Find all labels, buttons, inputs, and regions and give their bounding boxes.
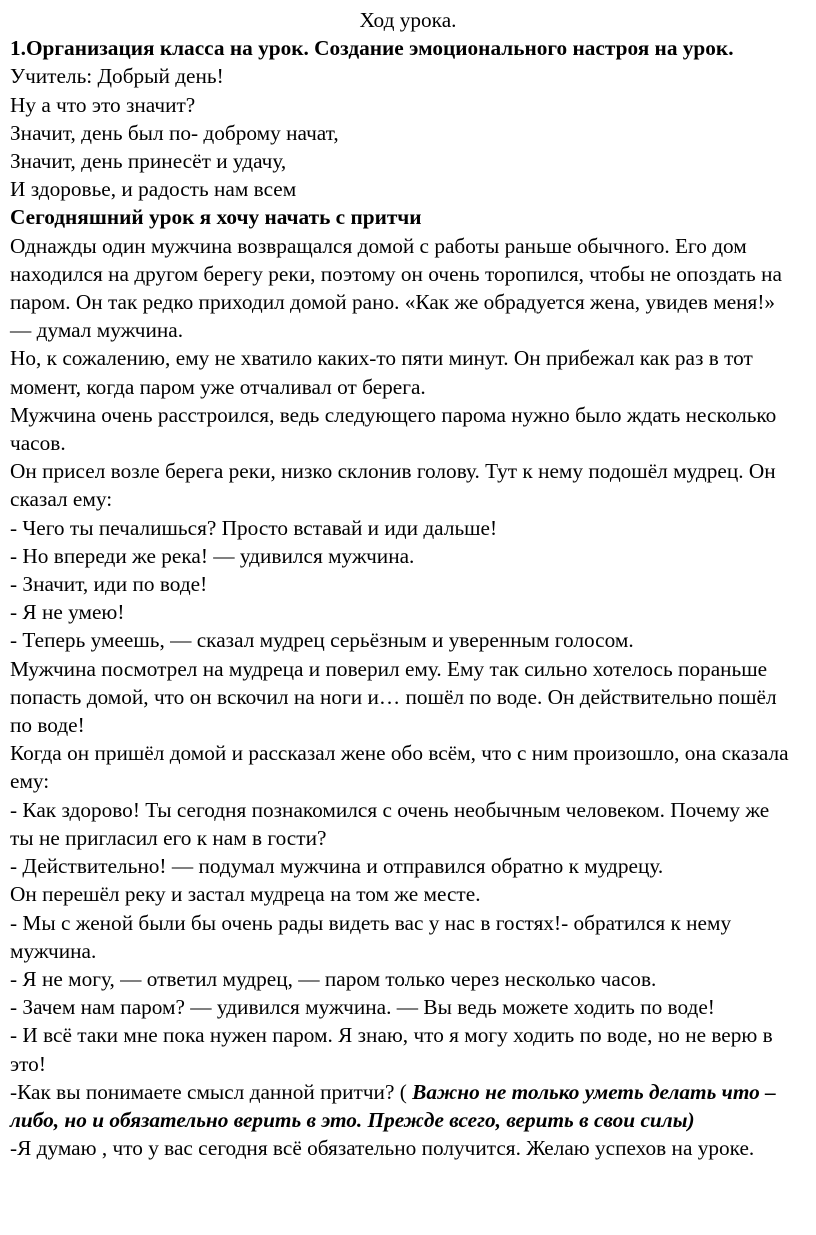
dialogue-line: - Я не умею! [10,600,125,625]
question-text: -Как вы понимаете смысл данной притчи? ( [10,1079,413,1104]
parable-paragraph: Мужчина посмотрел на мудреца и поверил ему. Ему так сильно хотелось пораньше попасть домой, что он вскочил на ноги и… пошёл по воде. Он действительно пошёл по воде! [10,656,777,738]
lesson-title: Ход урока. [359,8,457,32]
greeting-block [10,62,796,203]
parable-paragraph: Он присел возле берега реки, низко склонив голову. Тут к нему подошёл мудрец. Он сказал ему: [10,459,776,512]
greeting-line: Ну а что это значит? [10,92,196,117]
parable-paragraph: Но, к сожалению, ему не хватило каких-то пяти минут. Он прибежал как раз в тот момент, когда паром уже отчаливал от берега. [10,346,753,399]
question-answer: Важно не только уметь делать что – либо, но и обязательно верить в это. Прежде всего, верить в свои силы) [10,1079,776,1132]
dialogue-line: - Теперь умеешь, — сказал мудрец серьёзным и уверенным голосом. [10,628,634,653]
closing-line: -Я думаю , что у вас сегодня всё обязательно получится. Желаю успехов на уроке. [10,1136,755,1161]
parable-paragraph: Мужчина очень расстроился, ведь следующего парома нужно было ждать несколько часов. [10,402,777,456]
discussion-question [10,1078,796,1134]
section-heading: 1.Организация класса на урок. Создание эмоционального настроя на урок. [10,36,734,61]
parable-heading: Сегодняшний урок я хочу начать с притчи [10,205,422,230]
greeting-line: И здоровье, и радость нам всем [10,177,297,202]
greeting-line: Значит, день был по- доброму начат, [10,120,339,145]
greeting-line: Учитель: Добрый день! [10,64,224,89]
parable-block [10,232,796,1078]
dialogue-line: - Как здорово! Ты сегодня познакомился с очень необычным человеком. Почему же ты не пригласил его к нам в гости? [10,797,770,850]
dialogue-line: - Чего ты печалишься? Просто вставай и иди дальше! [10,515,498,540]
dialogue-line: - Но впереди же река! — удивился мужчина. [10,543,415,568]
parable-paragraph: Он перешёл реку и застал мудреца на том же месте. [10,882,481,907]
dialogue-line: - Действительно! — подумал мужчина и отправился обратно к мудрецу. [10,854,664,879]
parable-paragraph: Однажды один мужчина возвращался домой с работы раньше обычного. Его дом находился на другом берегу реки, поэтому он очень торопился, чтобы не опоздать на паром. Он так редко приходил домой рано. «Как же обрадуется жена, увидев меня!» — думал мужчина. [10,233,782,343]
parable-paragraph: Когда он пришёл домой и рассказал жене обо всём, что с ним произошло, она сказала ему: [10,741,789,794]
dialogue-line: - Зачем нам паром? — удивился мужчина. — Вы ведь можете ходить по воде! [10,995,715,1020]
dialogue-line: - Значит, иди по воде! [10,572,208,597]
dialogue-line: - Я не могу, — ответил мудрец, — паром только через несколько часов. [10,966,657,991]
greeting-line: Значит, день принесёт и удачу, [10,149,287,174]
dialogue-line: - И всё таки мне пока нужен паром. Я знаю, что я могу ходить по воде, но не верю в это! [10,1023,773,1076]
dialogue-line: - Мы с женой были бы очень рады видеть вас у нас в гостях!- обратился к нему мужчина. [10,910,732,963]
